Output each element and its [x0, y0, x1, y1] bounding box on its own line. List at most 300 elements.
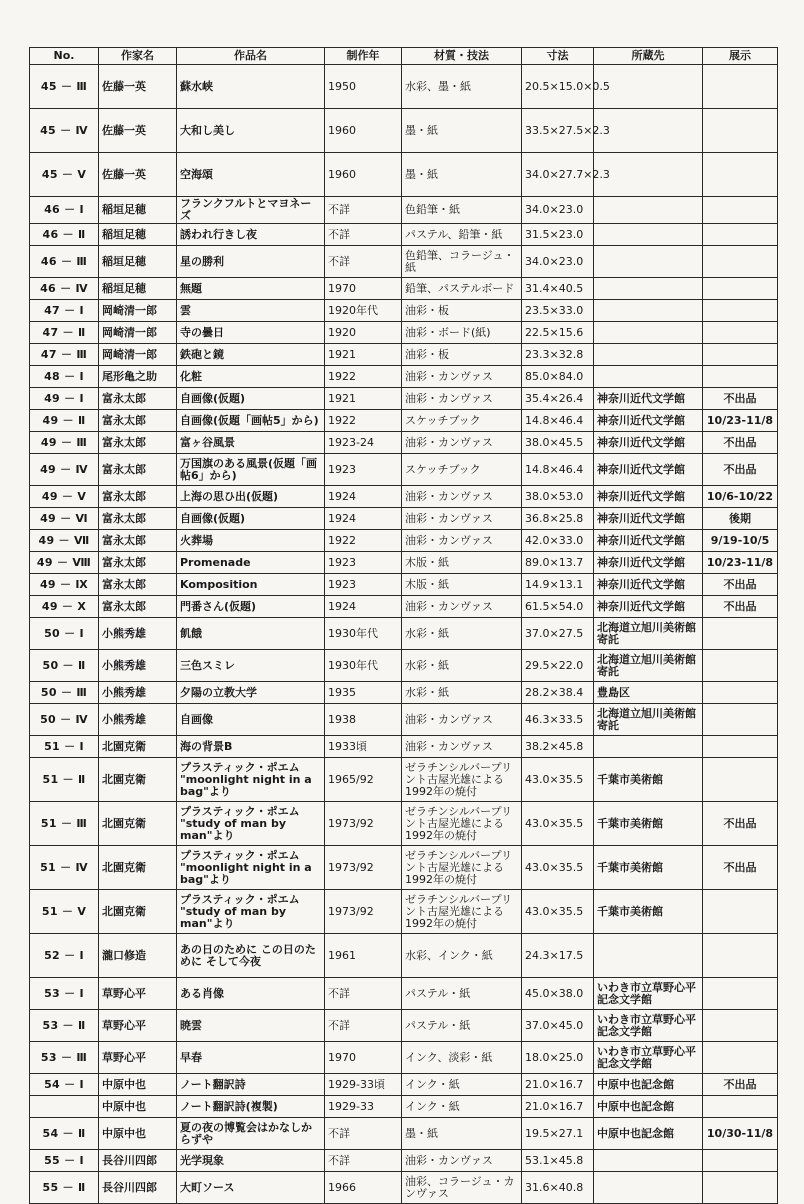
- exhibition-period-cell: [703, 682, 778, 704]
- material-technique-cell: 水彩・紙: [402, 618, 522, 650]
- work-title-cell: Promenade: [177, 552, 325, 574]
- dimensions-cell: 18.0×25.0: [522, 1042, 594, 1074]
- catalog-number-cell: 47 － Ⅰ: [30, 300, 99, 322]
- artist-name-cell: 北園克衛: [99, 758, 177, 802]
- table-row: [30, 934, 778, 978]
- table-row: [30, 344, 778, 366]
- table-row: [30, 1096, 778, 1118]
- work-title-cell: 光学現象: [177, 1150, 325, 1172]
- header-material: 材質・技法: [402, 48, 522, 65]
- exhibition-period-cell: 不出品: [703, 1074, 778, 1096]
- exhibition-period-cell: 10/30-11/8: [703, 1118, 778, 1150]
- production-year-cell: 1961: [325, 934, 402, 978]
- dimensions-cell: 43.0×35.5: [522, 758, 594, 802]
- table-row: [30, 410, 778, 432]
- material-technique-cell: 油彩・カンヴァス: [402, 388, 522, 410]
- catalog-number-cell: 51 － Ⅰ: [30, 736, 99, 758]
- dimensions-cell: 45.0×38.0: [522, 978, 594, 1010]
- collection-owner-cell: 神奈川近代文学館: [594, 454, 703, 486]
- material-technique-cell: インク・紙: [402, 1096, 522, 1118]
- exhibition-period-cell: [703, 322, 778, 344]
- material-technique-cell: 油彩・カンヴァス: [402, 1150, 522, 1172]
- table-row: [30, 530, 778, 552]
- catalog-number-cell: 50 － Ⅱ: [30, 650, 99, 682]
- exhibition-period-cell: [703, 153, 778, 197]
- catalog-number-cell: 51 － Ⅳ: [30, 846, 99, 890]
- material-technique-cell: 水彩、墨・紙: [402, 65, 522, 109]
- catalog-number-cell: 45 － Ⅲ: [30, 65, 99, 109]
- material-technique-cell: ゼラチンシルバープリント古屋光雄による1992年の焼付: [402, 890, 522, 934]
- artist-name-cell: 富永太郎: [99, 432, 177, 454]
- table-row: [30, 1042, 778, 1074]
- catalog-number-cell: 53 － Ⅲ: [30, 1042, 99, 1074]
- production-year-cell: 1924: [325, 486, 402, 508]
- dimensions-cell: 14.8×46.4: [522, 410, 594, 432]
- artist-name-cell: 小熊秀雄: [99, 704, 177, 736]
- artist-name-cell: 小熊秀雄: [99, 650, 177, 682]
- material-technique-cell: 墨・紙: [402, 109, 522, 153]
- work-title-cell: 自画像: [177, 704, 325, 736]
- header-artist: 作家名: [99, 48, 177, 65]
- catalog-number-cell: 49 － Ⅷ: [30, 552, 99, 574]
- dimensions-cell: 46.3×33.5: [522, 704, 594, 736]
- catalog-number-cell: 50 － Ⅰ: [30, 618, 99, 650]
- production-year-cell: 不詳: [325, 246, 402, 278]
- work-title-cell: 自画像(仮題): [177, 388, 325, 410]
- collection-owner-cell: 千葉市美術館: [594, 890, 703, 934]
- artist-name-cell: 中原中也: [99, 1074, 177, 1096]
- material-technique-cell: ゼラチンシルバープリント古屋光雄による1992年の焼付: [402, 846, 522, 890]
- dimensions-cell: 35.4×26.4: [522, 388, 594, 410]
- dimensions-cell: 23.3×32.8: [522, 344, 594, 366]
- work-title-cell: 大町ソース: [177, 1172, 325, 1204]
- exhibition-period-cell: 不出品: [703, 454, 778, 486]
- collection-owner-cell: 神奈川近代文学館: [594, 486, 703, 508]
- table-row: [30, 65, 778, 109]
- artist-name-cell: 小熊秀雄: [99, 618, 177, 650]
- catalog-number-cell: 45 － Ⅳ: [30, 109, 99, 153]
- dimensions-cell: 34.0×23.0: [522, 246, 594, 278]
- collection-owner-cell: [594, 366, 703, 388]
- work-title-cell: 三色スミレ: [177, 650, 325, 682]
- work-title-cell: プラスティック・ポエム "moonlight night in a bag"より: [177, 758, 325, 802]
- artist-name-cell: 北園克衛: [99, 802, 177, 846]
- material-technique-cell: 油彩・カンヴァス: [402, 432, 522, 454]
- catalog-number-cell: 47 － Ⅲ: [30, 344, 99, 366]
- collection-owner-cell: 中原中也記念館: [594, 1074, 703, 1096]
- collection-owner-cell: 神奈川近代文学館: [594, 508, 703, 530]
- catalog-number-cell: 49 － Ⅶ: [30, 530, 99, 552]
- catalog-number-cell: 55 － Ⅱ: [30, 1172, 99, 1204]
- material-technique-cell: ゼラチンシルバープリント古屋光雄による1992年の焼付: [402, 802, 522, 846]
- material-technique-cell: 色鉛筆・紙: [402, 197, 522, 224]
- artist-name-cell: 富永太郎: [99, 410, 177, 432]
- collection-owner-cell: 千葉市美術館: [594, 758, 703, 802]
- artist-name-cell: 長谷川四郎: [99, 1172, 177, 1204]
- artist-name-cell: 長谷川四郎: [99, 1150, 177, 1172]
- table-row: [30, 618, 778, 650]
- material-technique-cell: インク、淡彩・紙: [402, 1042, 522, 1074]
- artist-name-cell: 瀧口修造: [99, 934, 177, 978]
- table-row: [30, 388, 778, 410]
- catalog-number-cell: 49 － Ⅴ: [30, 486, 99, 508]
- table-row: [30, 1074, 778, 1096]
- catalog-number-cell: 50 － Ⅲ: [30, 682, 99, 704]
- exhibition-period-cell: [703, 224, 778, 246]
- catalog-number-cell: 49 － Ⅲ: [30, 432, 99, 454]
- catalog-number-cell: 46 － Ⅰ: [30, 197, 99, 224]
- collection-owner-cell: [594, 1150, 703, 1172]
- exhibition-period-cell: [703, 278, 778, 300]
- table-row: [30, 574, 778, 596]
- production-year-cell: 1924: [325, 508, 402, 530]
- catalog-number-cell: 49 － Ⅸ: [30, 574, 99, 596]
- catalog-number-cell: 45 － Ⅴ: [30, 153, 99, 197]
- artist-name-cell: 稲垣足穂: [99, 278, 177, 300]
- material-technique-cell: 木版・紙: [402, 552, 522, 574]
- exhibition-period-cell: [703, 65, 778, 109]
- artist-name-cell: 岡崎清一郎: [99, 322, 177, 344]
- table-row: [30, 1118, 778, 1150]
- collection-owner-cell: いわき市立草野心平記念文学館: [594, 1010, 703, 1042]
- dimensions-cell: 14.8×46.4: [522, 454, 594, 486]
- table-row: [30, 278, 778, 300]
- artist-name-cell: 富永太郎: [99, 454, 177, 486]
- dimensions-cell: 22.5×15.6: [522, 322, 594, 344]
- collection-owner-cell: [594, 246, 703, 278]
- material-technique-cell: 油彩、コラージュ・カンヴァス: [402, 1172, 522, 1204]
- exhibition-period-cell: [703, 890, 778, 934]
- collection-owner-cell: 神奈川近代文学館: [594, 388, 703, 410]
- table-row: [30, 758, 778, 802]
- collection-owner-cell: [594, 934, 703, 978]
- dimensions-cell: 43.0×35.5: [522, 846, 594, 890]
- dimensions-cell: 42.0×33.0: [522, 530, 594, 552]
- production-year-cell: 1973/92: [325, 890, 402, 934]
- catalog-number-cell: 49 － Ⅳ: [30, 454, 99, 486]
- material-technique-cell: 油彩・ボード(紙): [402, 322, 522, 344]
- work-title-cell: 空海頌: [177, 153, 325, 197]
- dimensions-cell: 53.1×45.8: [522, 1150, 594, 1172]
- catalog-number-cell: 55 － Ⅰ: [30, 1150, 99, 1172]
- production-year-cell: 1923: [325, 454, 402, 486]
- work-title-cell: 寺の曇日: [177, 322, 325, 344]
- production-year-cell: 1950: [325, 65, 402, 109]
- work-title-cell: 夕陽の立教大学: [177, 682, 325, 704]
- collection-owner-cell: 神奈川近代文学館: [594, 574, 703, 596]
- production-year-cell: 1922: [325, 410, 402, 432]
- collection-owner-cell: [594, 224, 703, 246]
- production-year-cell: 1922: [325, 530, 402, 552]
- table-row: [30, 1150, 778, 1172]
- exhibition-period-cell: [703, 736, 778, 758]
- dimensions-cell: 19.5×27.1: [522, 1118, 594, 1150]
- exhibition-period-cell: 不出品: [703, 574, 778, 596]
- artist-name-cell: 岡崎清一郎: [99, 344, 177, 366]
- work-title-cell: 鉄砲と鏡: [177, 344, 325, 366]
- work-title-cell: 誘われ行きし夜: [177, 224, 325, 246]
- artist-name-cell: 富永太郎: [99, 508, 177, 530]
- artwork-catalog-table: [29, 47, 778, 1204]
- catalog-number-cell: 46 － Ⅱ: [30, 224, 99, 246]
- collection-owner-cell: 千葉市美術館: [594, 802, 703, 846]
- artist-name-cell: 草野心平: [99, 1042, 177, 1074]
- exhibition-period-cell: [703, 109, 778, 153]
- production-year-cell: 1965/92: [325, 758, 402, 802]
- dimensions-cell: 38.2×45.8: [522, 736, 594, 758]
- catalog-number-cell: [30, 1096, 99, 1118]
- collection-owner-cell: いわき市立草野心平記念文学館: [594, 1042, 703, 1074]
- exhibition-period-cell: [703, 1172, 778, 1204]
- material-technique-cell: 墨・紙: [402, 153, 522, 197]
- work-title-cell: 自画像(仮題): [177, 508, 325, 530]
- material-technique-cell: 水彩、インク・紙: [402, 934, 522, 978]
- work-title-cell: Komposition: [177, 574, 325, 596]
- artist-name-cell: 富永太郎: [99, 552, 177, 574]
- table-row: [30, 366, 778, 388]
- table-row: [30, 552, 778, 574]
- collection-owner-cell: [594, 197, 703, 224]
- material-technique-cell: スケッチブック: [402, 410, 522, 432]
- exhibition-period-cell: 9/19-10/5: [703, 530, 778, 552]
- exhibition-period-cell: [703, 758, 778, 802]
- work-title-cell: プラスティック・ポエム "study of man by man"より: [177, 802, 325, 846]
- production-year-cell: 不詳: [325, 224, 402, 246]
- material-technique-cell: スケッチブック: [402, 454, 522, 486]
- material-technique-cell: 色鉛筆、コラージュ・紙: [402, 246, 522, 278]
- collection-owner-cell: [594, 1172, 703, 1204]
- work-title-cell: 暁雲: [177, 1010, 325, 1042]
- header-no: No.: [30, 48, 99, 65]
- work-title-cell: 自画像(仮題「画帖5」から): [177, 410, 325, 432]
- production-year-cell: 1921: [325, 344, 402, 366]
- catalog-number-cell: 49 － Ⅱ: [30, 410, 99, 432]
- production-year-cell: 1973/92: [325, 846, 402, 890]
- work-title-cell: 万国旗のある風景(仮題「画帖6」から): [177, 454, 325, 486]
- work-title-cell: 蘇水峡: [177, 65, 325, 109]
- table-row: [30, 846, 778, 890]
- catalog-number-cell: 47 － Ⅱ: [30, 322, 99, 344]
- collection-owner-cell: [594, 278, 703, 300]
- production-year-cell: 1920: [325, 322, 402, 344]
- collection-owner-cell: 神奈川近代文学館: [594, 552, 703, 574]
- header-size: 寸法: [522, 48, 594, 65]
- production-year-cell: 1929-33: [325, 1096, 402, 1118]
- table-row: [30, 300, 778, 322]
- table-row: [30, 109, 778, 153]
- collection-owner-cell: 北海道立旭川美術館寄託: [594, 704, 703, 736]
- table-row: [30, 508, 778, 530]
- collection-owner-cell: 北海道立旭川美術館寄託: [594, 618, 703, 650]
- work-title-cell: あの日のために この日のために そして今夜: [177, 934, 325, 978]
- work-title-cell: ノート翻訳詩(複製): [177, 1096, 325, 1118]
- dimensions-cell: 34.0×23.0: [522, 197, 594, 224]
- dimensions-cell: 14.9×13.1: [522, 574, 594, 596]
- work-title-cell: プラスティック・ポエム "study of man by man"より: [177, 890, 325, 934]
- artist-name-cell: 佐藤一英: [99, 109, 177, 153]
- exhibition-period-cell: [703, 650, 778, 682]
- exhibition-period-cell: 不出品: [703, 596, 778, 618]
- production-year-cell: 1921: [325, 388, 402, 410]
- artist-name-cell: 稲垣足穂: [99, 246, 177, 278]
- material-technique-cell: 油彩・板: [402, 300, 522, 322]
- work-title-cell: プラスティック・ポエム "moonlight night in a bag"より: [177, 846, 325, 890]
- artist-name-cell: 小熊秀雄: [99, 682, 177, 704]
- header-row: [30, 48, 778, 65]
- material-technique-cell: 水彩・紙: [402, 682, 522, 704]
- work-title-cell: 上海の思ひ出(仮題): [177, 486, 325, 508]
- work-title-cell: ある肖像: [177, 978, 325, 1010]
- exhibition-period-cell: [703, 704, 778, 736]
- dimensions-cell: 43.0×35.5: [522, 802, 594, 846]
- dimensions-cell: 43.0×35.5: [522, 890, 594, 934]
- production-year-cell: 不詳: [325, 1118, 402, 1150]
- artist-name-cell: 佐藤一英: [99, 153, 177, 197]
- exhibition-period-cell: 不出品: [703, 846, 778, 890]
- collection-owner-cell: [594, 736, 703, 758]
- exhibition-period-cell: [703, 1096, 778, 1118]
- work-title-cell: 夏の夜の博覧会はかなしからずや: [177, 1118, 325, 1150]
- exhibition-period-cell: [703, 1150, 778, 1172]
- dimensions-cell: 85.0×84.0: [522, 366, 594, 388]
- collection-owner-cell: 神奈川近代文学館: [594, 596, 703, 618]
- dimensions-cell: 38.0×53.0: [522, 486, 594, 508]
- collection-owner-cell: いわき市立草野心平記念文学館: [594, 978, 703, 1010]
- collection-owner-cell: 神奈川近代文学館: [594, 432, 703, 454]
- table-row: [30, 153, 778, 197]
- production-year-cell: 1966: [325, 1172, 402, 1204]
- header-owner: 所蔵先: [594, 48, 703, 65]
- dimensions-cell: 33.5×27.5×2.3: [522, 109, 594, 153]
- work-title-cell: 飢餓: [177, 618, 325, 650]
- artist-name-cell: 中原中也: [99, 1096, 177, 1118]
- artist-name-cell: 富永太郎: [99, 574, 177, 596]
- exhibition-period-cell: [703, 246, 778, 278]
- dimensions-cell: 31.6×40.8: [522, 1172, 594, 1204]
- collection-owner-cell: 中原中也記念館: [594, 1096, 703, 1118]
- collection-owner-cell: 神奈川近代文学館: [594, 530, 703, 552]
- dimensions-cell: 31.5×23.0: [522, 224, 594, 246]
- exhibition-period-cell: [703, 1042, 778, 1074]
- dimensions-cell: 31.4×40.5: [522, 278, 594, 300]
- production-year-cell: 1938: [325, 704, 402, 736]
- catalog-number-cell: 48 － Ⅰ: [30, 366, 99, 388]
- header-exhibit: 展示: [703, 48, 778, 65]
- artist-name-cell: 草野心平: [99, 978, 177, 1010]
- material-technique-cell: 水彩・紙: [402, 650, 522, 682]
- production-year-cell: 不詳: [325, 978, 402, 1010]
- production-year-cell: 不詳: [325, 197, 402, 224]
- work-title-cell: 海の背景B: [177, 736, 325, 758]
- work-title-cell: 門番さん(仮題): [177, 596, 325, 618]
- table-row: [30, 890, 778, 934]
- material-technique-cell: 墨・紙: [402, 1118, 522, 1150]
- production-year-cell: 1922: [325, 366, 402, 388]
- collection-owner-cell: 千葉市美術館: [594, 846, 703, 890]
- catalog-number-cell: 51 － Ⅱ: [30, 758, 99, 802]
- collection-owner-cell: [594, 300, 703, 322]
- artist-name-cell: 佐藤一英: [99, 65, 177, 109]
- production-year-cell: 1973/92: [325, 802, 402, 846]
- material-technique-cell: 油彩・カンヴァス: [402, 530, 522, 552]
- production-year-cell: 1930年代: [325, 650, 402, 682]
- material-technique-cell: 油彩・カンヴァス: [402, 704, 522, 736]
- dimensions-cell: 21.0×16.7: [522, 1074, 594, 1096]
- collection-owner-cell: 神奈川近代文学館: [594, 410, 703, 432]
- catalog-number-cell: 54 － Ⅱ: [30, 1118, 99, 1150]
- catalog-number-cell: 51 － Ⅲ: [30, 802, 99, 846]
- material-technique-cell: パステル・紙: [402, 978, 522, 1010]
- material-technique-cell: 油彩・カンヴァス: [402, 486, 522, 508]
- dimensions-cell: 38.0×45.5: [522, 432, 594, 454]
- exhibition-period-cell: 不出品: [703, 802, 778, 846]
- table-row: [30, 1172, 778, 1204]
- table-row: [30, 432, 778, 454]
- exhibition-period-cell: [703, 300, 778, 322]
- material-technique-cell: ゼラチンシルバープリント古屋光雄による1992年の焼付: [402, 758, 522, 802]
- work-title-cell: 化粧: [177, 366, 325, 388]
- production-year-cell: 1933頃: [325, 736, 402, 758]
- production-year-cell: 1923: [325, 552, 402, 574]
- table-row: [30, 802, 778, 846]
- catalog-number-cell: 46 － Ⅳ: [30, 278, 99, 300]
- production-year-cell: 1923-24: [325, 432, 402, 454]
- table-row: [30, 682, 778, 704]
- table-row: [30, 486, 778, 508]
- collection-owner-cell: 中原中也記念館: [594, 1118, 703, 1150]
- catalog-number-cell: 46 － Ⅲ: [30, 246, 99, 278]
- dimensions-cell: 24.3×17.5: [522, 934, 594, 978]
- table-row: [30, 246, 778, 278]
- artist-name-cell: 富永太郎: [99, 530, 177, 552]
- artist-name-cell: 北園克衛: [99, 846, 177, 890]
- collection-owner-cell: 北海道立旭川美術館寄託: [594, 650, 703, 682]
- header-year: 制作年: [325, 48, 402, 65]
- production-year-cell: 1920年代: [325, 300, 402, 322]
- artist-name-cell: 稲垣足穂: [99, 224, 177, 246]
- production-year-cell: 1929-33頃: [325, 1074, 402, 1096]
- catalog-number-cell: 53 － Ⅱ: [30, 1010, 99, 1042]
- work-title-cell: フランクフルトとマヨネーズ: [177, 197, 325, 224]
- artist-name-cell: 富永太郎: [99, 596, 177, 618]
- material-technique-cell: 油彩・カンヴァス: [402, 508, 522, 530]
- dimensions-cell: 36.8×25.8: [522, 508, 594, 530]
- production-year-cell: 1924: [325, 596, 402, 618]
- dimensions-cell: 21.0×16.7: [522, 1096, 594, 1118]
- collection-owner-cell: [594, 344, 703, 366]
- artist-name-cell: 岡崎清一郎: [99, 300, 177, 322]
- production-year-cell: 不詳: [325, 1010, 402, 1042]
- exhibition-period-cell: 10/6-10/22: [703, 486, 778, 508]
- work-title-cell: 富ヶ谷風景: [177, 432, 325, 454]
- table-row: [30, 596, 778, 618]
- material-technique-cell: インク・紙: [402, 1074, 522, 1096]
- catalog-number-cell: 54 － Ⅰ: [30, 1074, 99, 1096]
- production-year-cell: 不詳: [325, 1150, 402, 1172]
- table-row: [30, 1010, 778, 1042]
- work-title-cell: 早春: [177, 1042, 325, 1074]
- material-technique-cell: 油彩・カンヴァス: [402, 736, 522, 758]
- catalog-number-cell: 51 － Ⅴ: [30, 890, 99, 934]
- material-technique-cell: 油彩・カンヴァス: [402, 366, 522, 388]
- exhibition-period-cell: [703, 978, 778, 1010]
- artist-name-cell: 北園克衛: [99, 736, 177, 758]
- work-title-cell: 無題: [177, 278, 325, 300]
- exhibition-period-cell: 10/23-11/8: [703, 410, 778, 432]
- production-year-cell: 1930年代: [325, 618, 402, 650]
- dimensions-cell: 61.5×54.0: [522, 596, 594, 618]
- table-row: [30, 978, 778, 1010]
